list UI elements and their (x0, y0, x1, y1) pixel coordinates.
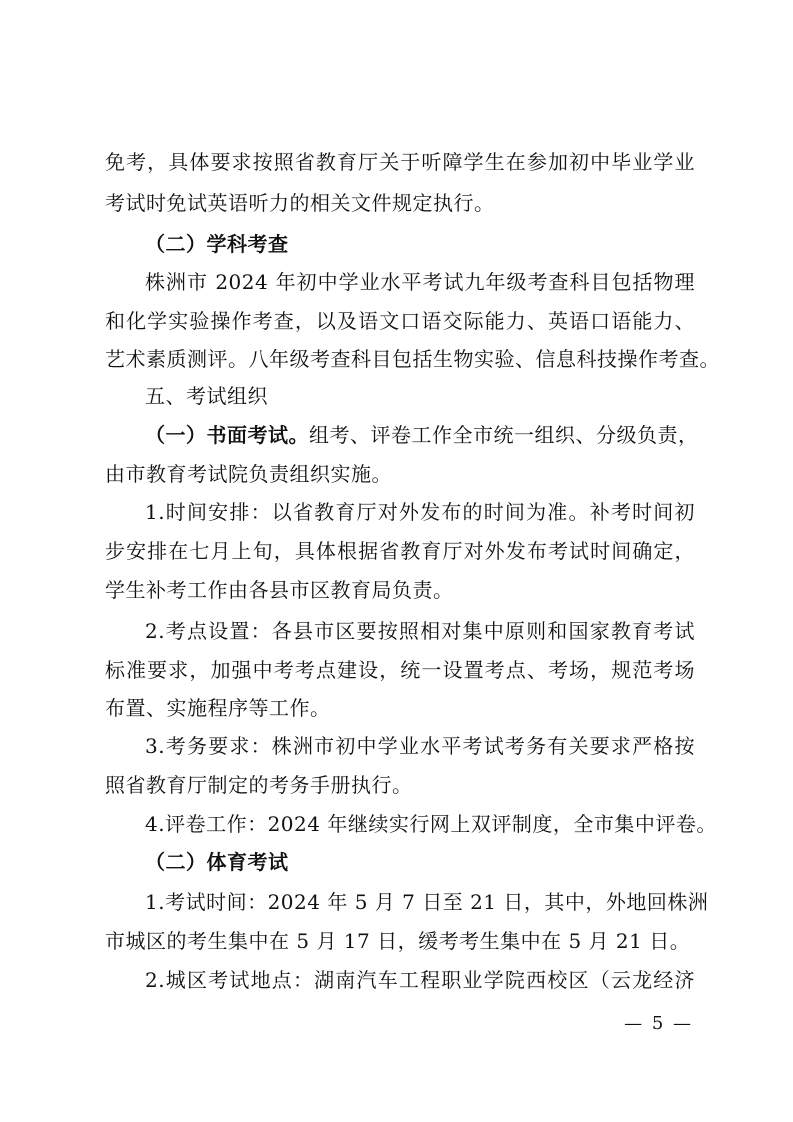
paragraph-text: 组考、评卷工作全市统一组织、分级负责， (309, 423, 699, 447)
paragraph-line: 和化学实验操作考查，以及语文口语交际能力、英语口语能力、 (105, 309, 695, 333)
paragraph-line: 步安排在七月上旬，具体根据省教育厅对外发布考试时间确定， (105, 539, 695, 563)
paragraph-line: 免考，具体要求按照省教育厅关于听障学生在参加初中毕业学业 (105, 150, 695, 174)
paragraph-line: 标准要求，加强中考考点建设，统一设置考点、考场，规范考场 (105, 658, 695, 682)
paragraph-line: 考试时免试英语听力的相关文件规定执行。 (105, 191, 495, 215)
paragraph-line: 由市教育考试院负责组织实施。 (105, 462, 392, 486)
subheading-pe-exam: （二）体育考试 (145, 850, 289, 874)
paragraph-line: 3.考务要求：株洲市初中学业水平考试考务有关要求严格按 (145, 734, 695, 758)
paragraph-line: 1.时间安排：以省教育厅对外发布的时间为准。补考时间初 (145, 500, 695, 524)
inline-heading-written-exam: （一）书面考试。 (145, 423, 309, 447)
paragraph-line: 学生补考工作由各县市区教育局负责。 (105, 578, 454, 602)
section-heading-exam-organization: 五、考试组织 (145, 384, 268, 408)
paragraph-line: 4.评卷工作：2024 年继续实行网上双评制度，全市集中评卷。 (145, 812, 717, 836)
paragraph-line: 布置、实施程序等工作。 (105, 696, 331, 720)
paragraph-line: 照省教育厅制定的考务手册执行。 (105, 773, 413, 797)
paragraph-line: 艺术素质测评。八年级考查科目包括生物实验、信息科技操作考查。 (105, 347, 720, 371)
paragraph-line: 市城区的考生集中在 5 月 17 日，缓考考生集中在 5 月 21 日。 (105, 929, 691, 953)
paragraph-line: 株洲市 2024 年初中学业水平考试九年级考查科目包括物理 (145, 270, 695, 294)
subheading-subject-inspection: （二）学科考查 (145, 232, 289, 256)
paragraph-line: 2.城区考试地点：湖南汽车工程职业学院西校区（云龙经济 (145, 968, 695, 992)
paragraph-line: 2.考点设置：各县市区要按照相对集中原则和国家教育考试 (145, 619, 695, 643)
paragraph-line (145, 421, 699, 449)
page-number: — 5 — (624, 1013, 693, 1034)
paragraph-line: 1.考试时间：2024 年 5 月 7 日至 21 日，其中，外地回株洲 (145, 890, 709, 914)
